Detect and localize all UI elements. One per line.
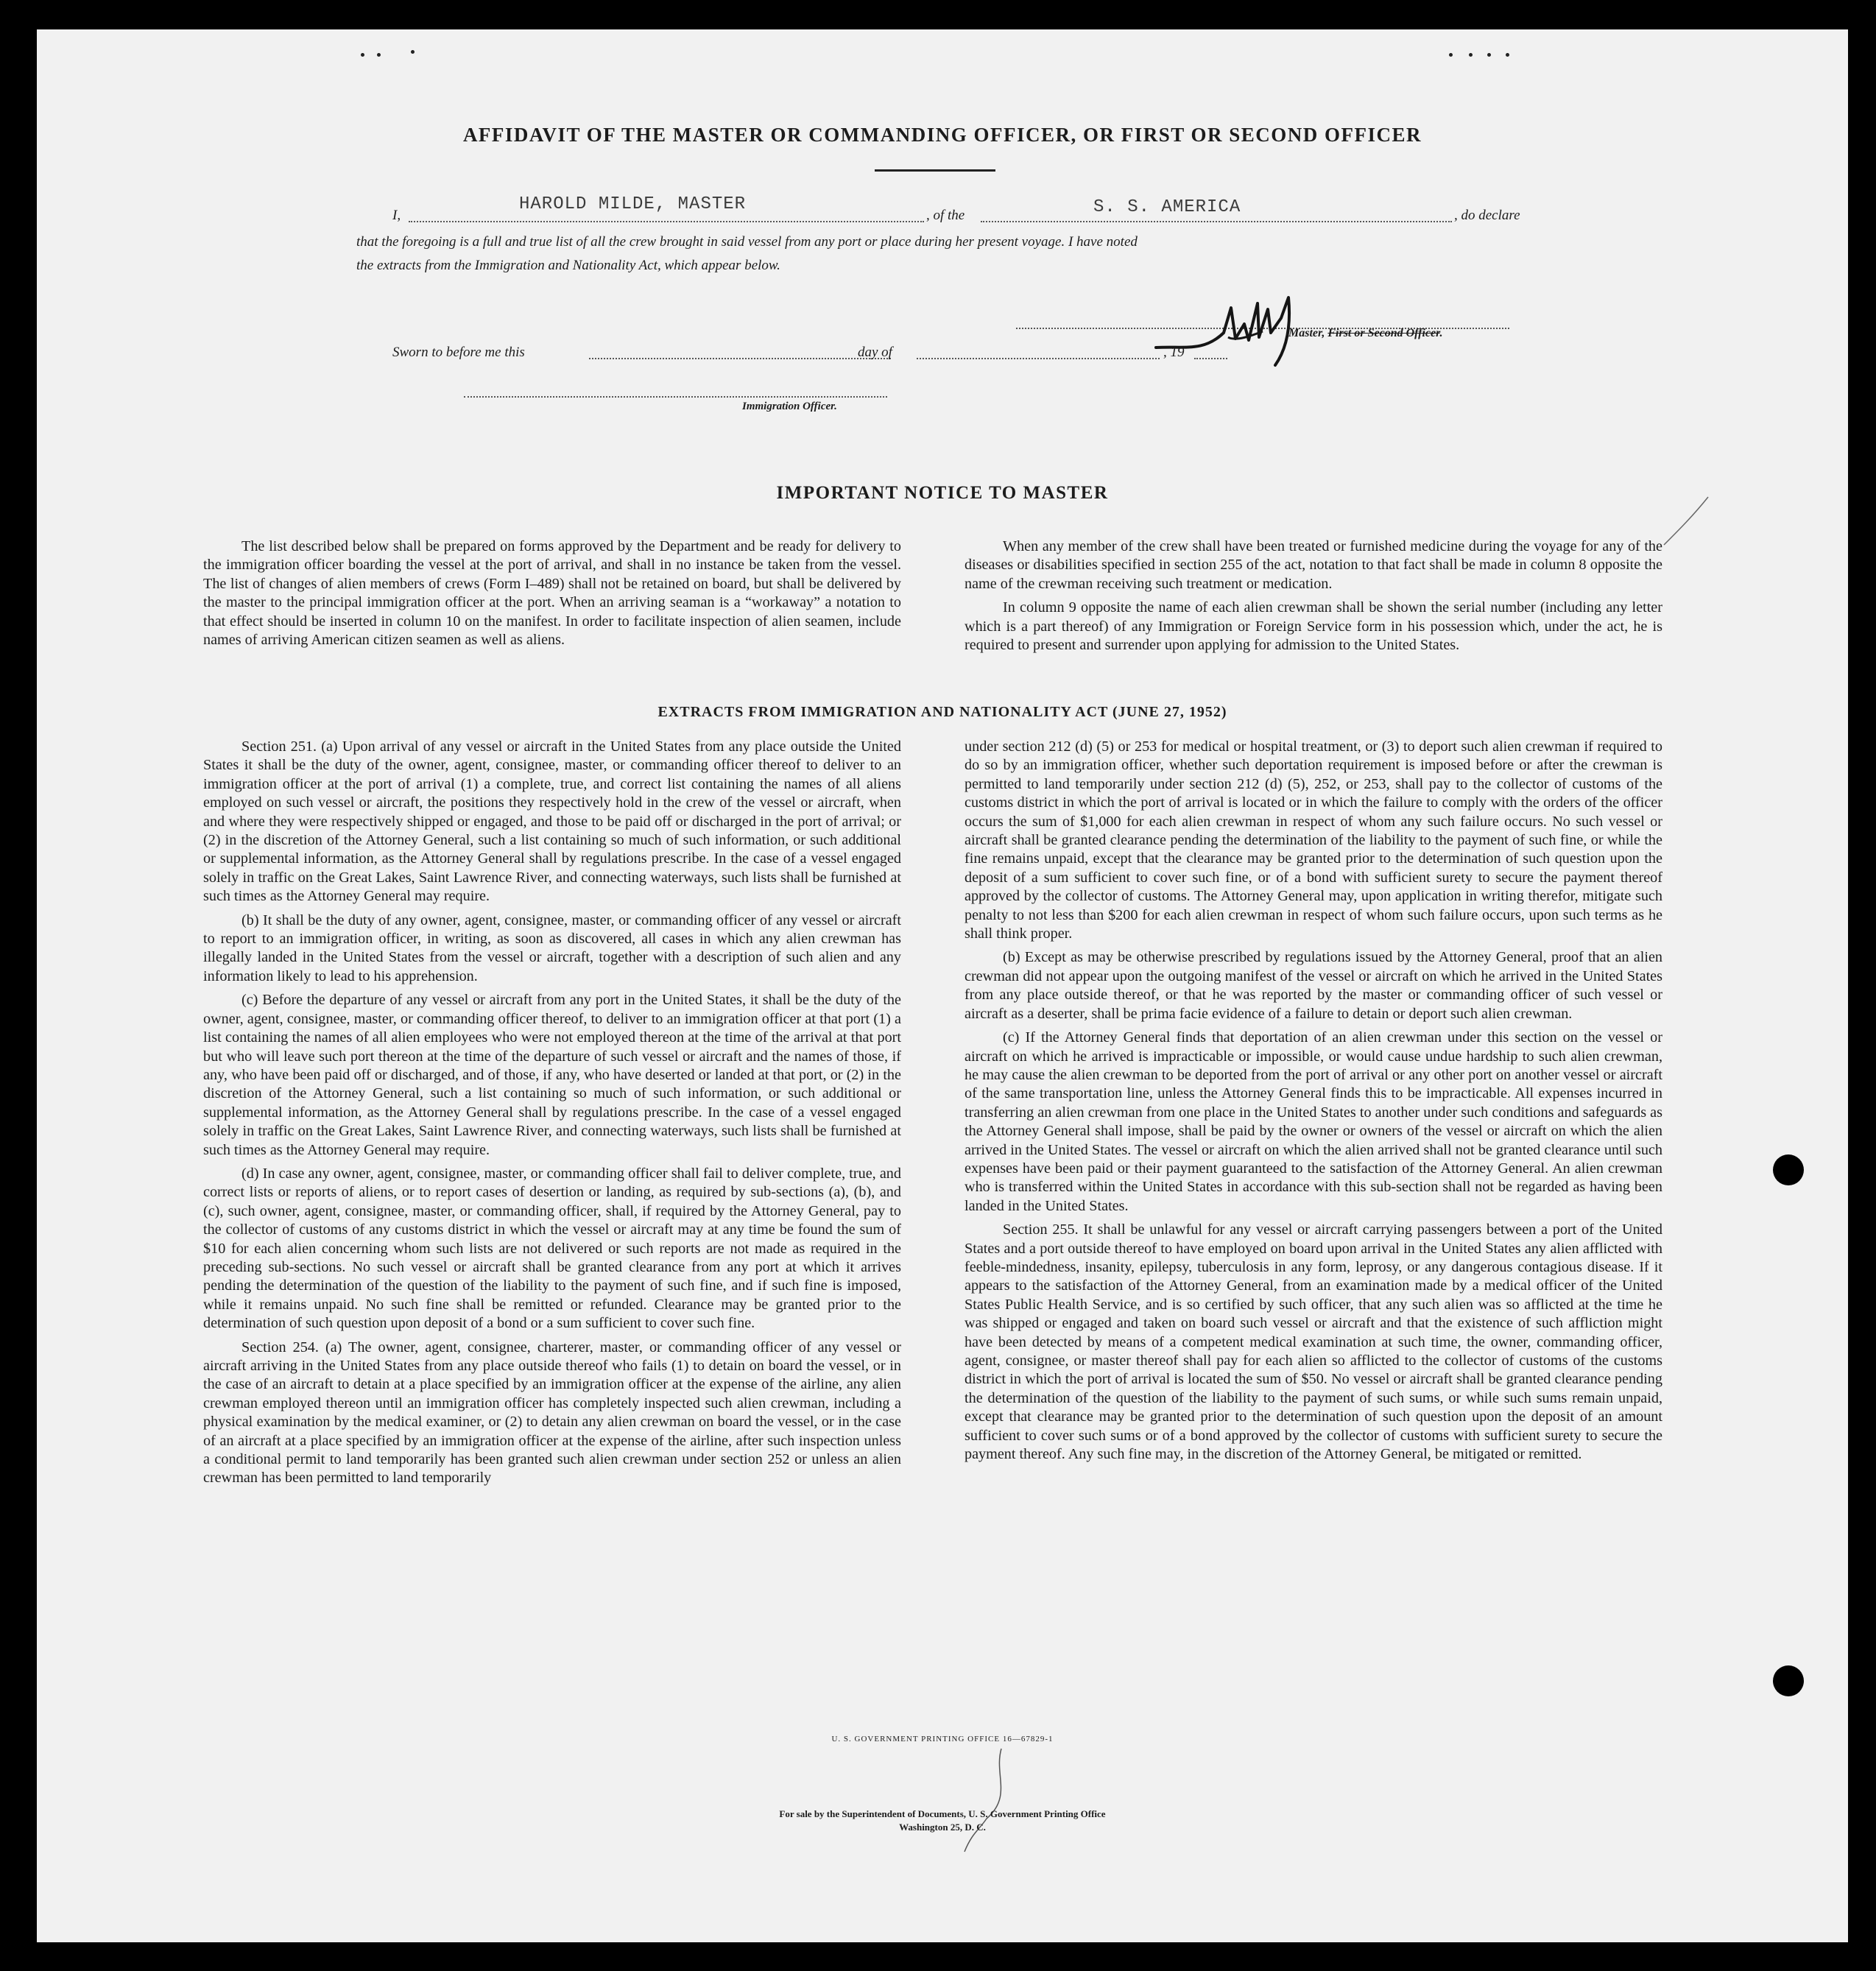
statute-paragraph: (b) It shall be the duty of any owner, agent, consignee, master, or commanding officer of any vessel or aircraft to report to an immigration officer, in writing, as soon as discovered, all cases in which any alien crewman has illegally landed in the United States from the vessel or aircraft, together with a description of such alien and any information likely to lead to his apprehension.: [203, 912, 901, 984]
notice-paragraph: In column 9 opposite the name of each alien crewman shall be shown the serial number (including any letter which is a part thereof) of any Immigration or Foreign Service form in his possession which, under the act, he is required to present and surrender upon applying for admission to the United States.: [965, 599, 1662, 654]
signer-title: [1288, 327, 1443, 340]
declaration-line-1: that the foregoing is a full and true list of all the crew brought in said vessel from any port or place during her present voyage. I have noted: [356, 234, 1138, 250]
immigration-officer-signature-line[interactable]: [464, 389, 887, 398]
sworn-day-field[interactable]: [589, 350, 891, 359]
notice-left-column: [203, 537, 901, 655]
scan-speck: [361, 53, 364, 57]
statute-paragraph: Section 251. (a) Upon arrival of any vessel or aircraft in the United States from any place outside the United States it shall be the duty of the owner, agent, consignee, master, or commanding officer thereof to deliver to an immigration officer at the port of arrival (1) a complete, true, and correct list containing the names of all aliens employed on such vessel or aircraft, the positions they respectively hold in the crew of the vessel or aircraft, when and where they were respectively shipped or engaged, and those to be paid off or discharged in the port of arrival; or (2) in the discretion of the Attorney General, such a list containing so much of such information, or such additional or supplemental information, as the Attorney General shall by regulations prescribe. In the case of a vessel engaged solely in traffic on the Great Lakes, Saint Lawrence River, and connecting waterways, such lists shall be furnished at such times as the Attorney General may require.: [203, 738, 901, 905]
notice-title: IMPORTANT NOTICE TO MASTER: [776, 483, 1109, 503]
sworn-month-field[interactable]: [917, 350, 1160, 359]
statute-paragraph: Section 255. It shall be unlawful for any vessel or aircraft carrying passengers between a port of the United States and a port outside thereof to have employed on board upon arrival in the United States any alien afflicted with feeble-mindedness, insanity, epilepsy, tuberculosis in any form, leprosy, or any dangerous contagious disease. If it appears to the satisfaction of the Attorney General, from an examination made by a medical officer of the United States Public Health Service, and is so certified by such officer, that any such alien was so afflicted at the time he was shipped or engaged and taken on board such vessel or aircraft and that the existence of such affliction might have been detected by means of a competent medical examination at such time, the owner, commanding officer, agent, consignee, or master thereof shall pay for each alien so afflicted to the collector of customs of the customs district in which the port of arrival is located the sum of $50. No vessel or aircraft shall be granted clearance pending the determination of the question of the liability to the payment of such sums, or while such sums remain unpaid, except that clearance may be granted prior to the determination of such question upon the deposit of an amount sufficient to cover such sums or of a bond approved by the collector of customs with sufficient surety to secure the payment thereof. Any such fine may, in the discretion of the Attorney General, be mitigated or remitted.: [965, 1221, 1662, 1463]
sworn-label: Sworn to before me this: [392, 345, 525, 360]
scan-speck: [1449, 53, 1453, 57]
extracts-title: EXTRACTS FROM IMMIGRATION AND NATIONALITY ACT (JUNE 27, 1952): [657, 704, 1227, 720]
statute-paragraph: (d) In case any owner, agent, consignee, master, or commanding officer shall fail to deliver complete, true, and correct lists or reports of aliens, or to report cases of desertion or landing, as required by sub-sections (a), (b), and (c), such owner, agent, consignee, master, or commanding officer, shall, if required by the Attorney General, pay to the collector of customs of any customs district in which the vessel or aircraft may at any time be found the sum of $10 for each alien concerning whom such lists are not delivered or such reports are not made as required in the preceding sub-sections. No such vessel or aircraft shall be granted clearance from any port at which it arrives pending the determination of the question of the liability to the payment of such fine, and if such fine is imposed, while it remains unpaid. No such fine shall be remitted or refunded. Clearance may be granted prior to the determination of such question upon deposit of a bond or a sum sufficient to cover such fine.: [203, 1165, 901, 1332]
notice-paragraph: When any member of the crew shall have been treated or furnished medicine during the voyage for any of the diseases or disabilities specified in section 255 of the act, notation to that fact shall be made in column 8 opposite the name of the crewman receiving such treatment or medication.: [965, 538, 1662, 592]
master-name-value: HAROLD MILDE, MASTER: [519, 194, 747, 214]
scan-speck: [411, 50, 415, 54]
extracts-left-column: [203, 738, 901, 1493]
signer-title-end: .: [1439, 327, 1443, 339]
form-page: [37, 29, 1848, 1942]
notice-right-column: [965, 537, 1662, 660]
statute-paragraph: (c) If the Attorney General finds that deportation of an alien crewman under this section on the vessel or aircraft on which he arrived is impracticable or impossible, or would cause undue hardship to such alien crewman, he may cause the alien crewman to be deported from the port of arrival or any other port on another vessel or aircraft of the same transportation line, unless the Attorney General finds this to be impracticable. All expenses incurred in transferring an alien crewman from one place in the United States to another under such conditions and safeguards as the Attorney General shall impose, shall be paid by the owner or owners of the vessel or aircraft on which the alien arrived in the United States. The vessel or aircraft on which the alien arrived shall not be granted clearance until such expenses have been paid or their payment guaranteed to the satisfaction of the Attorney General. An alien crewman who is transferred within the United States in accordance with this sub-section shall not be regarded as having been landed in the United States.: [965, 1029, 1662, 1214]
extracts-right-column: [965, 738, 1662, 1469]
signer-title-master: Master,: [1288, 327, 1325, 339]
title-divider: [875, 169, 995, 172]
name-field[interactable]: [409, 214, 924, 222]
affidavit-title: AFFIDAVIT OF THE MASTER OR COMMANDING OFFICER, OR FIRST OR SECOND OFFICER: [462, 124, 1422, 146]
scan-speck: [1506, 53, 1509, 57]
punch-hole: [1773, 1665, 1804, 1696]
printing-office-line: U. S. GOVERNMENT PRINTING OFFICE 16—67829-1: [831, 1735, 1054, 1743]
signer-title-struck: First or Second Officer: [1327, 327, 1440, 339]
punch-hole: [1773, 1154, 1804, 1185]
scan-speck: [1469, 53, 1473, 57]
stray-pen-mark: [942, 1745, 1045, 1855]
sworn-year-field[interactable]: [1194, 350, 1227, 359]
scan-speck: [377, 53, 381, 57]
i-label: I,: [392, 208, 401, 223]
sale-line-2: Washington 25, D. C.: [899, 1822, 986, 1833]
day-of-label: day of: [858, 345, 892, 360]
statute-paragraph: (b) Except as may be otherwise prescribed by regulations issued by the Attorney General, proof that an alien crewman did not appear upon the outgoing manifest of the vessel or aircraft on which he arrived in the United States from any place outside thereof, or that he was reported by the master or commanding officer of such vessel or aircraft as a deserter, shall be prima facie evidence of a failure to detain or deport such alien crewman.: [965, 949, 1662, 1022]
sale-line-1: For sale by the Superintendent of Documents, U. S. Government Printing Office: [779, 1808, 1106, 1819]
year-label: , 19: [1163, 345, 1185, 360]
notice-paragraph: The list described below shall be prepared on forms approved by the Department and be ready for delivery to the immigration officer boarding the vessel at the port of arrival, and shall in no instance be taken from the vessel. The list of changes of alien members of crews (Form I–489) shall not be retained on board, but shall be delivered by the master to the principal immigration officer at the port. When an arriving seaman is a “workaway” a notation to that effect should be inserted in column 10 on the manifest. In order to facilitate inspection of alien seamen, include names of arriving American citizen seamen as well as aliens.: [203, 538, 901, 649]
do-declare-label: , do declare: [1454, 208, 1520, 223]
declaration-line-2: the extracts from the Immigration and Nationality Act, which appear below.: [356, 258, 780, 273]
of-the-label: , of the: [926, 208, 965, 223]
vessel-name-value: S. S. AMERICA: [1093, 197, 1241, 217]
immigration-officer-label: Immigration Officer.: [742, 401, 837, 412]
statute-paragraph: Section 254. (a) The owner, agent, consignee, charterer, master, or commanding officer of any vessel or aircraft arriving in the United States from any place outside thereof who fails (1) to detain on board the vessel, or in the case of an aircraft to detain at a place specified by an immigration officer at the expense of the airline, any alien crewman employed thereon until an immigration officer has completely inspected such alien crewman, including a physical examination by the medical examiner, or (2) to detain any alien crewman on board the vessel, or in the case of an aircraft at a place specified by an immigration officer at the expense of the airline, after such inspection unless a conditional permit to land temporarily has been granted such alien crewman under section 252 or unless an alien crewman has been permitted to land temporarily: [203, 1339, 901, 1487]
statute-paragraph: under section 212 (d) (5) or 253 for medical or hospital treatment, or (3) to deport such alien crewman if required to do so by an immigration officer, whether such deportation requirement is imposed before or after the crewman is permitted to land temporarily under section 212 (d) (5), 252, or 253, shall pay to the collector of customs of the customs district in which the port of arrival is located or in which the failure to comply with the orders of the officer occurs the sum of $1,000 for each alien crewman in respect of whom any such failure occurs. No such vessel or aircraft shall be granted clearance pending the determination of the liability to the payment of such fine, or while the fine remains unpaid, except that the clearance may be granted prior to the determination of such question upon the deposit of a sum sufficient to cover such fine, or of a bond with sufficient surety to secure the payment thereof approved by the collector of customs. The Attorney General may, upon application in writing therefor, mitigate such penalty to not less than $200 for each alien crewman in respect of whom such failure occurs, upon such terms as he shall think proper.: [965, 738, 1662, 942]
statute-paragraph: (c) Before the departure of any vessel or aircraft from any port in the United States, it shall be the duty of the owner, agent, consignee, master, or commanding officer thereof, to deliver to an immigration officer at that port (1) a list containing the names of all alien employees who were not employed thereon at the time of the arrival at that port but who will leave such port thereon at the time of the departure of such vessel or aircraft and the names of those, if any, who have been paid off or discharged, and of those, if any, who have deserted or landed at that port, or (2) in the discretion of the Attorney General, such a list containing so much of such information, or such additional or supplemental information, as the Attorney General shall by regulations prescribe. In the case of a vessel engaged solely in traffic on the Great Lakes, Saint Lawrence River, and connecting waterways, such lists shall be furnished at such times as the Attorney General may require.: [203, 992, 901, 1158]
scan-speck: [1487, 53, 1491, 57]
